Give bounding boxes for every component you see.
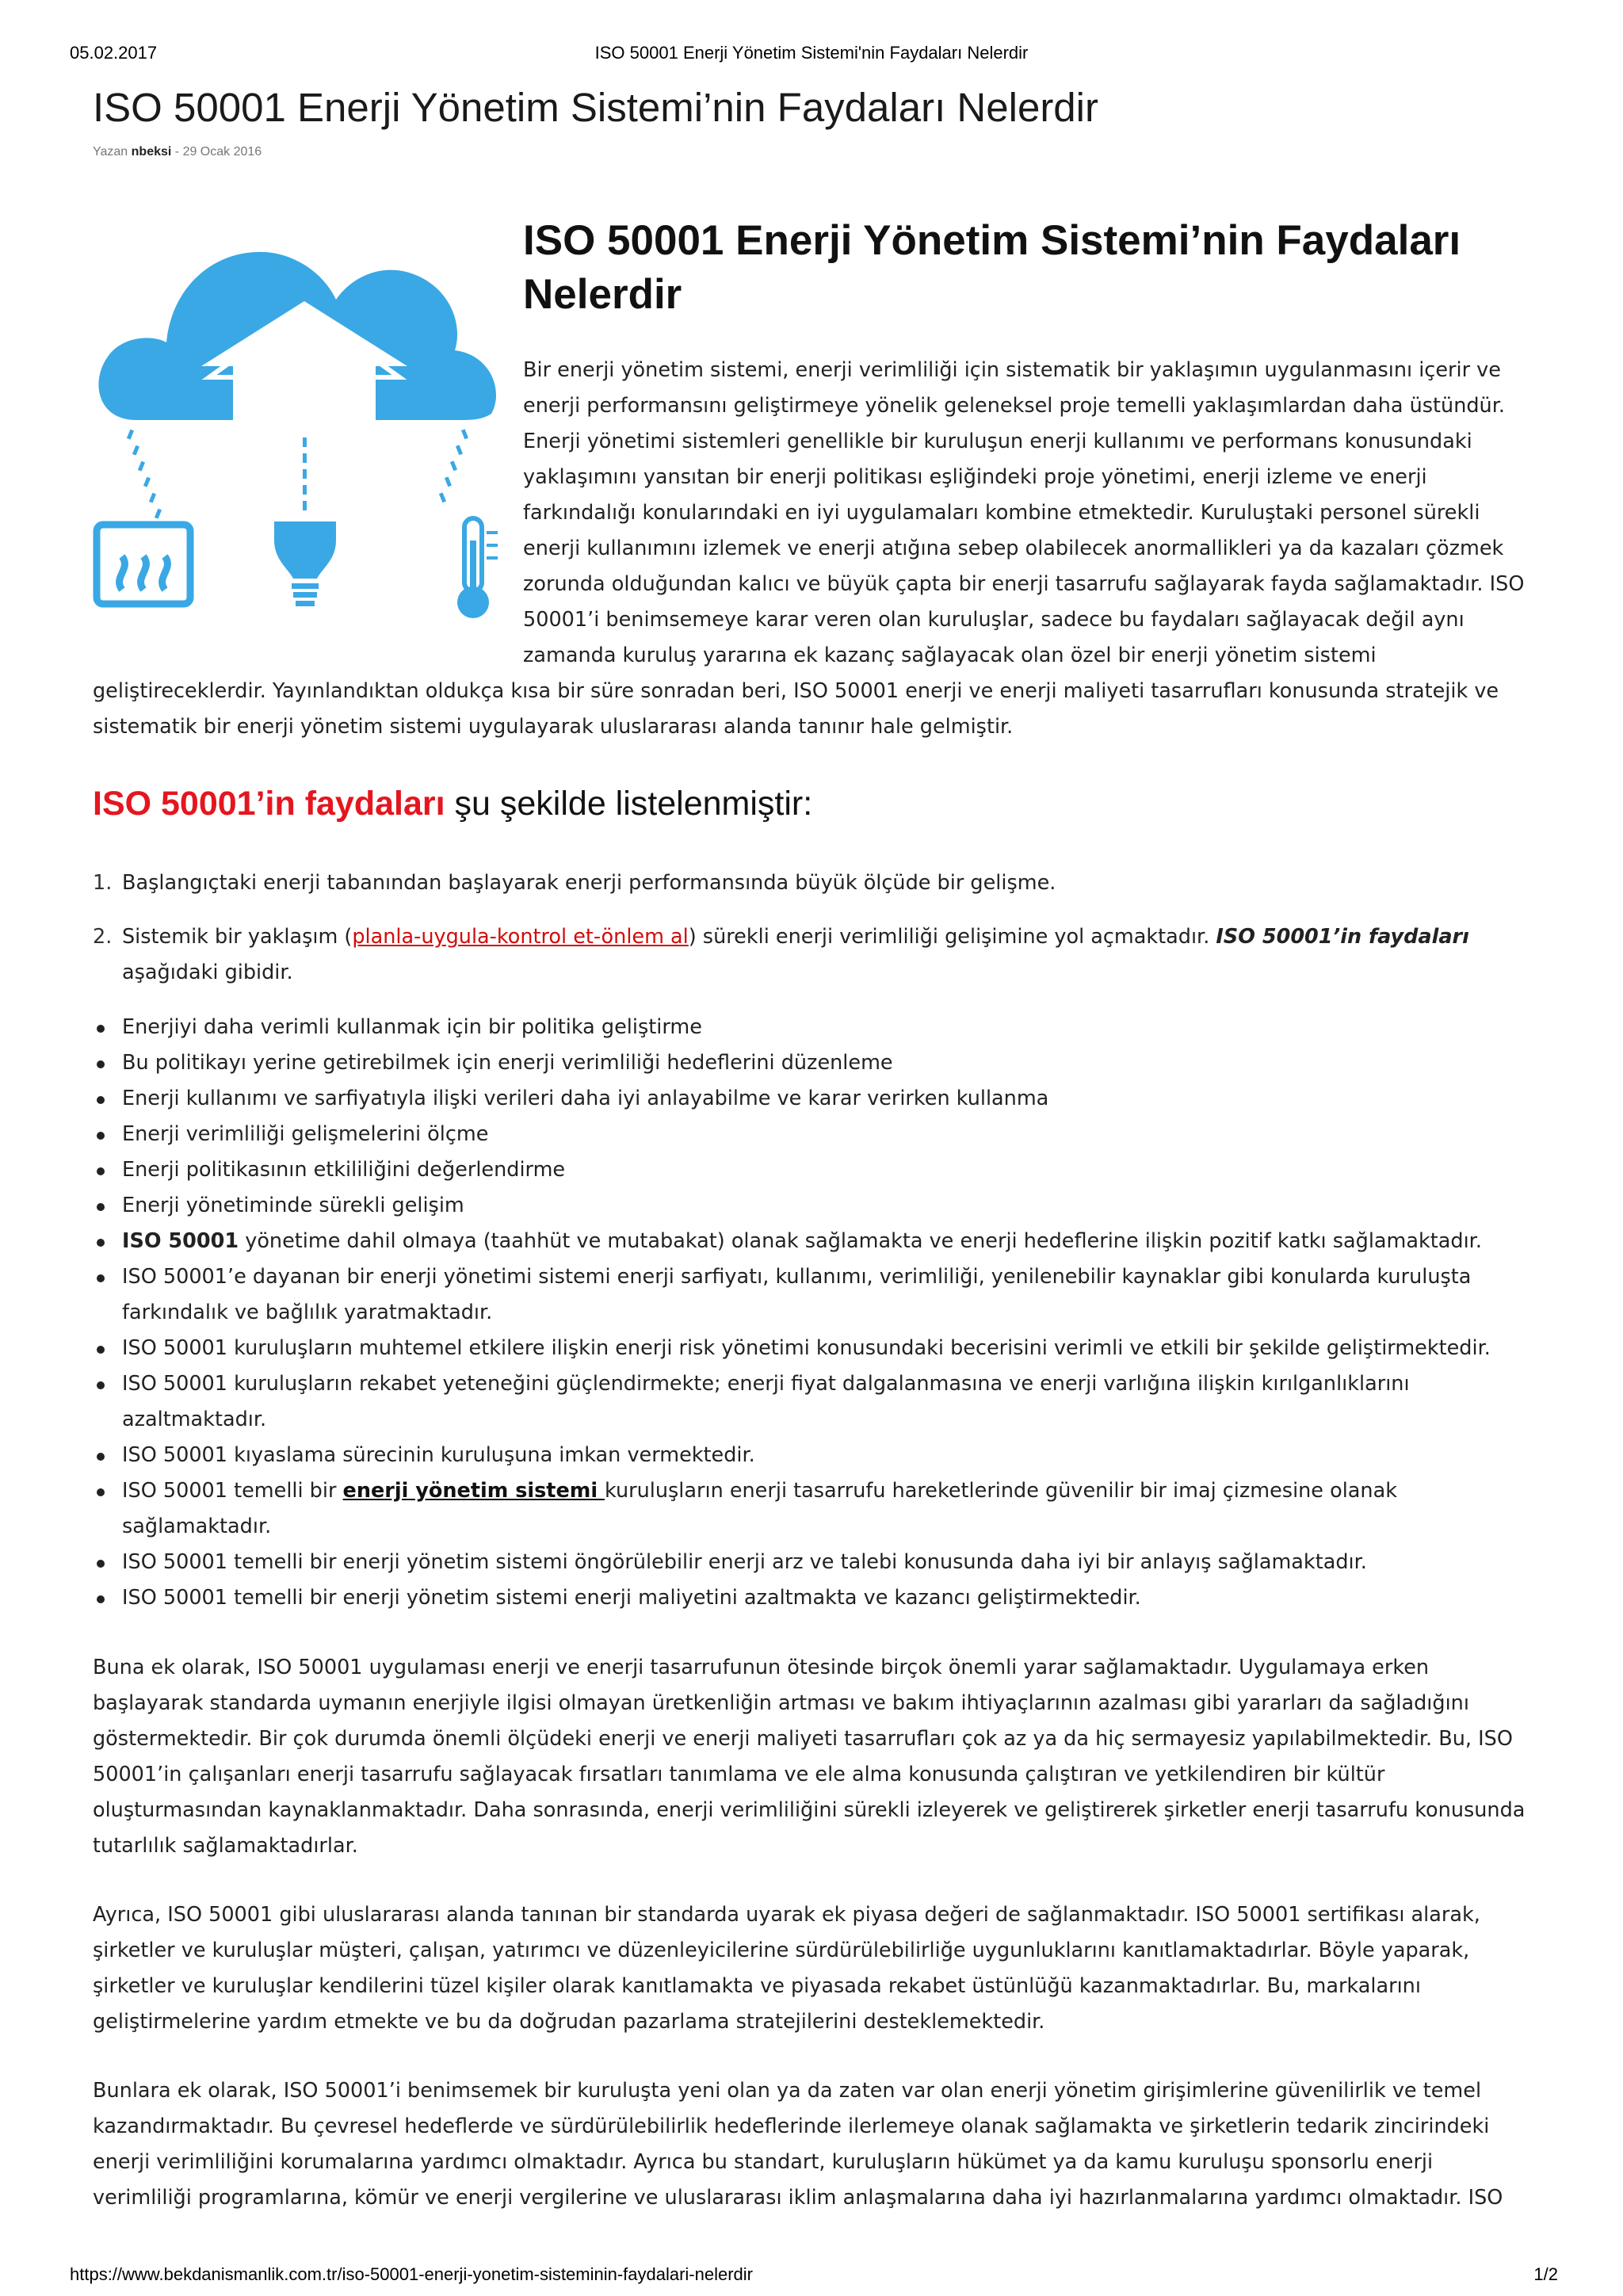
bullet-dot (97, 1096, 105, 1104)
benefits-heading-highlight: ISO 50001’in faydaları (93, 785, 445, 823)
bullet-dot (97, 1167, 105, 1175)
bullet-item: ISO 50001 kıyaslama sürecinin kuruluşuna imkan vermektedir. (122, 1443, 755, 1467)
benefits-heading (93, 785, 812, 823)
paragraph-line: Buna ek olarak, ISO 50001 uygulaması enerji ve enerji tasarrufunun ötesinde birçok önemli yarar sağlamaktadır. Uygulamaya erken (93, 1656, 1430, 1679)
bullet-item: ISO 50001 kuruluşların muhtemel etkilere ilişkin enerji risk yönetimi konusundaki becerisini verimli ve etkili bir şekilde geliştirmektedir. (122, 1336, 1491, 1360)
bullet-item: ISO 50001 temelli bir enerji yönetim sistemi enerji maliyetini azaltmakta ve kazancı geliştirmektedir. (122, 1586, 1141, 1610)
bullet-item: ISO 50001 temelli bir enerji yönetim sistemi öngörülebilir enerji arz ve talebi konusunda daha iyi bir anlayış sağlamaktadır. (122, 1550, 1367, 1574)
bullet-item: Enerji politikasının etkililiğini değerlendirme (122, 1158, 566, 1182)
bullet-item (122, 1229, 1482, 1253)
bullet-item-text: yönetime dahil olmaya (taahhüt ve mutabakat) olanak sağlamakta ve enerji hedeflerine ilişkin pozitif katkı sağlamaktadır. (239, 1229, 1482, 1253)
ems-link[interactable]: enerji yönetim sistemi (342, 1479, 605, 1503)
print-url: https://www.bekdanismanlik.com.tr/iso-50001-enerji-yonetim-sisteminin-faydalari-nelerdir (70, 2264, 753, 2284)
cloud-upload-icon (98, 252, 496, 428)
numbered-item-text: ) sürekli enerji verimliliği gelişimine yol açmaktadır. (688, 925, 1216, 949)
bullet-dot (97, 1132, 105, 1140)
bullet-item: Bu politikayı yerine getirebilmek için enerji verimliliği hedeflerini düzenleme (122, 1051, 893, 1075)
post-meta (93, 145, 262, 159)
paragraph-line: şirketler ve kuruluşlar müşteri, çalışan, yatırımcı ve düzenleyicilerine sürdürülebilirliğe uygunluklarını kanıtlamaktadırlar. Böyle yaparak, (93, 1939, 1470, 1962)
lightbulb-icon (274, 521, 336, 606)
dotted-connectors (127, 429, 468, 518)
paragraph-line: geliştirmelerine yardım etmekte ve bu da doğrudan pazarlama stratejilerini desteklemektedir. (93, 2010, 1045, 2034)
list-number: 2. (93, 925, 113, 949)
print-page-title: ISO 50001 Enerji Yönetim Sistemi'nin Faydaları Nelerdir (594, 43, 1029, 63)
paragraph-line: enerji verimliliğini korumalarına yardımcı olmaktadır. Ayrıca bu standart, kuruluşların hükümet ya da kamu kuruluşu sponsorlu enerji (93, 2150, 1434, 2174)
paragraph-line: oluşturmasından kaynaklanmaktadır. Daha sonrasında, enerji verimliliğini sürekli izleyerek ve geliştirerek şirketler enerji tasarrufu konusunda (93, 1798, 1526, 1822)
numbered-item: Başlangıçtaki enerji tabanından başlayarak enerji performansında büyük ölçüde bir gelişme. (122, 871, 1056, 895)
heater-icon (97, 525, 190, 604)
intro-line: farkındalığı konularındaki en iyi uygulamaları kombine etmektedir. Kuruluştaki personel sürekli (523, 501, 1480, 525)
bullet-item (122, 1479, 1397, 1503)
paragraph-line: göstermektedir. Bir çok durumda önemli ölçüdeki enerji ve enerji maliyeti tasarrufları çok az ya da hiç sermayesiz yapılabilmektedir. Bu, ISO (93, 1727, 1513, 1751)
paragraph-line: tutarlılık sağlamaktadırlar. (93, 1834, 358, 1858)
meta-separator: - (174, 145, 180, 159)
paragraph-line: verimliliği programlarına, kömür ve enerji vergilerine ve uluslararası iklim anlaşmalarına daha iyi hazırlanmalarına yardımcı olmaktadır. ISO (93, 2186, 1503, 2210)
intro-line: 50001’i benimsemeye karar veren olan kuruluşlar, sadece bu faydaları sağlayacak değil aynı (523, 608, 1465, 632)
bullet-dot (97, 1239, 105, 1247)
post-date: 29 Ocak 2016 (182, 145, 262, 159)
bullet-item: Enerji kullanımı ve sarfiyatıyla ilişki verileri daha iyi anlayabilme ve karar verirken kullanma (122, 1087, 1049, 1110)
intro-line: sistematik bir enerji yönetim sistemi uygulayarak uluslararası alanda tanınır hale gelmiştir. (93, 715, 1014, 739)
numbered-item-text: Sistemik bir yaklaşım ( (122, 925, 353, 949)
numbered-item-emphasis: ISO 50001’in faydaları (1216, 925, 1469, 949)
bullet-dot (97, 1346, 105, 1354)
bullet-item-text: ISO 50001 temelli bir (122, 1479, 343, 1503)
bullet-item-bold: ISO 50001 (122, 1229, 239, 1253)
intro-line: yaklaşımını yansıtan bir enerji politikası eşliğindeki proje yönetimi, enerji izleme ve enerji (523, 465, 1427, 489)
intro-line: Enerji yönetimi sistemleri genellikle bir kuruluşun enerji kullanımı ve performans konusundaki (523, 430, 1472, 453)
intro-line: zamanda kuruluş yararına ek kazanç sağlayacak olan özel bir enerji yönetim sistemi (523, 644, 1377, 667)
article-heading-line1: ISO 50001 Enerji Yönetim Sistemi’nin Faydaları (523, 217, 1461, 264)
bullet-item-text: kuruluşların enerji tasarrufu hareketlerinde güvenilir bir imaj çizmesine olanak (604, 1479, 1397, 1503)
intro-line: enerji kullanımını izlemek ve enerji atığına sebep olabilecek anormallikleri ya da kazaları çözmek (523, 537, 1504, 560)
intro-line: enerji performansını geliştirmeye yönelik geleneksel proje temelli yaklaşımlardan daha üstündür. (523, 394, 1505, 418)
article-heading-line2: Nelerdir (523, 271, 682, 318)
bullet-dot (97, 1595, 105, 1603)
intro-line: zorunda olduğundan kalıcı ve büyük çapta bir enerji tasarrufu sağlayarak fayda sağlamaktadır. ISO (523, 572, 1525, 596)
bullet-dot (97, 1203, 105, 1211)
paragraph-line: 50001’in çalışanları enerji tasarrufu sağlayacak fırsatları tanımlama ve ele alma konusunda çalıştıran ve yetkilendiren bir kültür (93, 1763, 1385, 1786)
post-title: ISO 50001 Enerji Yönetim Sistemi’nin Faydaları Nelerdir (93, 85, 1098, 130)
hero-illustration (90, 208, 518, 683)
paragraph-line: Bunlara ek olarak, ISO 50001’i benimsemek bir kuruluşta yeni olan ya da zaten var olan enerji yönetim girişimlerine güvenilirlik ve temel (93, 2079, 1482, 2103)
paragraph-line: Ayrıca, ISO 50001 gibi uluslararası alanda tanınan bir standarda uyarak ek piyasa değeri de sağlanmaktadır. ISO 50001 sertifikası alarak, (93, 1903, 1480, 1927)
list-number: 1. (93, 871, 113, 895)
bullet-item-continuation: azaltmaktadır. (122, 1408, 267, 1431)
thermometer-icon (457, 518, 498, 618)
benefits-heading-rest: şu şekilde listelenmiştir: (445, 785, 813, 823)
bullet-item: ISO 50001 kuruluşların rekabet yeteneğini güçlendirmekte; enerji fiyat dalgalanmasına ve enerji varlığına ilişkin kırılganlıklarını (122, 1372, 1410, 1396)
bullet-dot (97, 1560, 105, 1568)
bullet-item: Enerji verimliliği gelişmelerini ölçme (122, 1122, 489, 1146)
bullet-dot (97, 1488, 105, 1496)
paragraph-line: kazandırmaktadır. Bu çevresel hedeflerde ve sürdürülebilirlik hedeflerinde ilerlemeye olanak sağlamakta ve şirketlerin tedarik zincirindeki (93, 2115, 1490, 2138)
bullet-dot (97, 1274, 105, 1282)
bullet-item: Enerjiyi daha verimli kullanmak için bir politika geliştirme (122, 1015, 702, 1039)
bullet-dot (97, 1453, 105, 1461)
paragraph-line: başlayarak standarda uymanın enerjiyle ilgisi olmayan üretkenliğin artması ve bakım ihtiyaçlarının azalması gibi yararları da sağladığını (93, 1691, 1469, 1715)
author-link[interactable]: nbeksi (131, 145, 172, 159)
bullet-item: ISO 50001’e dayanan bir enerji yönetimi sistemi enerji sarfiyatı, kullanımı, verimliliği, yenilenebilir kaynaklar gibi konularda kuruluşta (122, 1265, 1472, 1289)
intro-line: Bir enerji yönetim sistemi, enerji verimliliği için sistematik bir yaklaşımın uygulanmasını içerir ve (523, 358, 1501, 382)
article-heading (523, 214, 1561, 322)
meta-prefix: Yazan (93, 145, 128, 159)
print-page-number: 1/2 (1533, 2264, 1558, 2284)
bullet-item-continuation: farkındalık ve bağlılık yaratmaktadır. (122, 1301, 493, 1324)
bullet-dot (97, 1381, 105, 1389)
bullet-item: Enerji yönetiminde sürekli gelişim (122, 1194, 464, 1217)
bullet-dot (97, 1025, 105, 1033)
intro-line: geliştireceklerdir. Yayınlandıktan oldukça kısa bir süre sonradan beri, ISO 50001 enerji ve enerji maliyeti tasarrufları konusunda stratejik ve (93, 679, 1499, 703)
bullet-dot (97, 1060, 105, 1068)
bullet-item-continuation: sağlamaktadır. (122, 1515, 272, 1538)
numbered-item-continuation: aşağıdaki gibidir. (122, 961, 293, 984)
print-date: 05.02.2017 (70, 43, 158, 63)
pdca-link[interactable]: planla-uygula-kontrol et-önlem al (352, 925, 689, 949)
paragraph-line: şirketler ve kuruluşlar kendilerini tüzel kişiler olarak kanıtlamakta ve piyasada rekabet üstünlüğü kazanmaktadırlar. Bu, markalarını (93, 1974, 1421, 1998)
numbered-item (122, 925, 1469, 949)
